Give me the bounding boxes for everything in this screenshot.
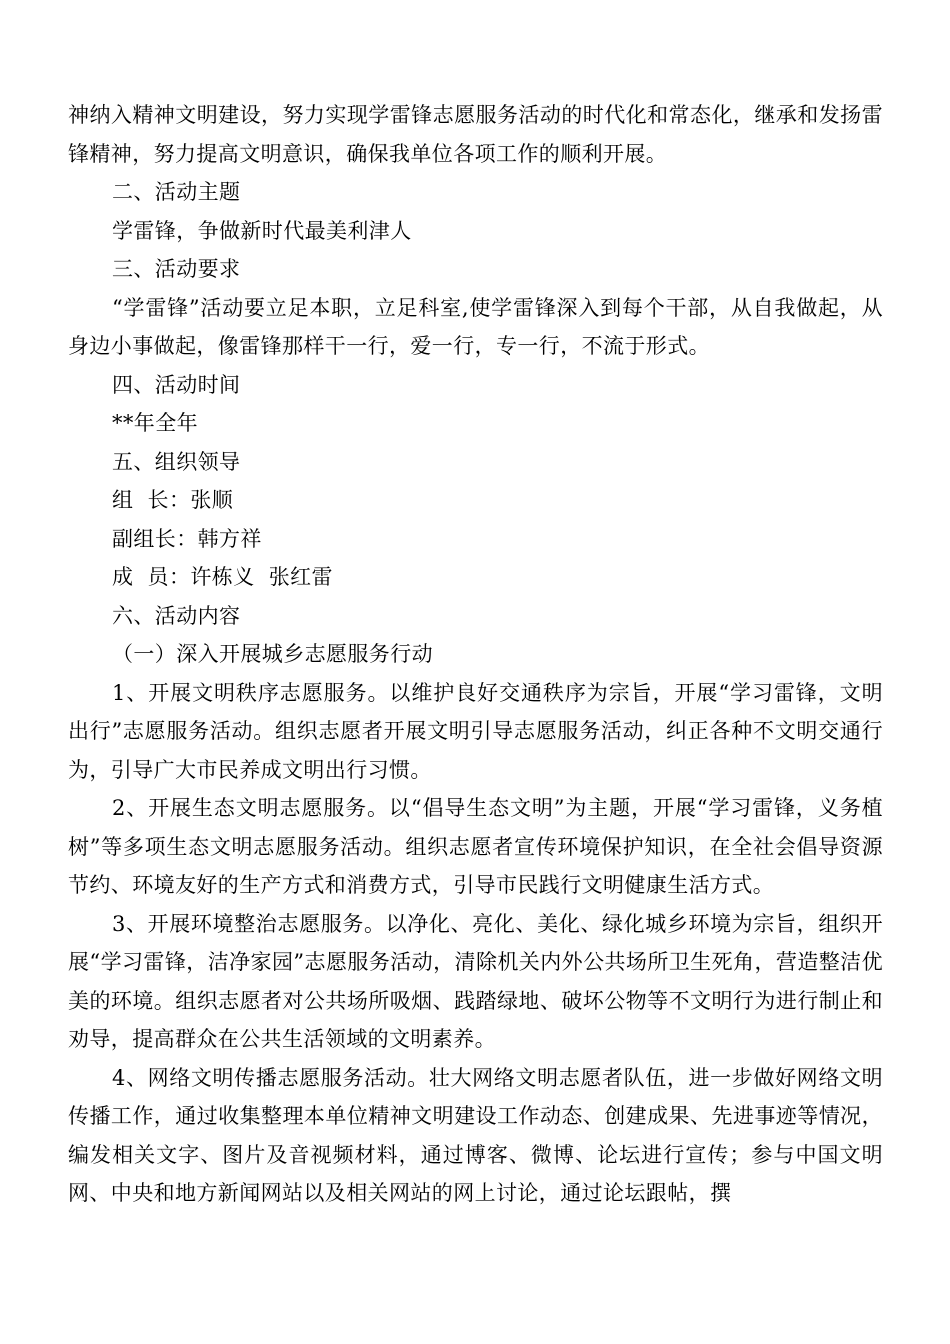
line-group-leader: 组 长：张顺 [112, 488, 234, 512]
line-deputy-leader: 副组长：韩方祥 [112, 526, 262, 551]
heading-activity-requirements: 三、活动要求 [112, 257, 241, 281]
paragraph-theme: 学雷锋，争做新时代最美利津人 [112, 218, 412, 243]
heading-activity-content: 六、活动内容 [112, 603, 241, 628]
paragraph-intro-continuation: 神纳入精神文明建设，努力实现学雷锋志愿服务活动的时代化和常态化，继承和发扬雷锋精神，努力提高文明意识，确保我单位各项工作的顺利开展。 [68, 103, 883, 166]
paragraph-requirements: “学雷锋”活动要立足本职，立足科室,使学雷锋深入到每个干部，从自我做起，从身边小事做起，像雷锋那样干一行，爱一行，专一行，不流于形式。 [68, 295, 883, 358]
paragraph-item-2: 2、开展生态文明志愿服务。以“倡导生态文明”为主题，开展“学习雷锋，义务植树”等多项生态文明志愿服务活动。组织志愿者宣传环境保护知识，在全社会倡导资源节约、环境友好的生产方式和消费方式，引导市民践行文明健康生活方式。 [68, 796, 883, 897]
paragraph-time: **年全年 [112, 411, 198, 435]
document-body [68, 96, 883, 1213]
paragraph-item-3: 3、开展环境整治志愿服务。以净化、亮化、美化、绿化城乡环境为宗旨，组织开展“学习雷锋，洁净家园”志愿服务活动，清除机关内外公共场所卫生死角，营造整洁优美的环境。组织志愿者对公共场所吸烟、践踏绿地、破坏公物等不文明行为进行制止和劝导，提高群众在公共生活领域的文明素养。 [68, 911, 883, 1051]
paragraph-item-4: 4、网络文明传播志愿服务活动。壮大网络文明志愿者队伍，进一步做好网络文明传播工作，通过收集整理本单位精神文明建设工作动态、创建成果、先进事迹等情况，编发相关文字、图片及音视频材料，通过博客、微博、论坛进行宣传；参与中国文明网、中央和地方新闻网站以及相关网站的网上讨论，通过论坛跟帖，撰 [68, 1065, 883, 1205]
heading-organization: 五、组织领导 [112, 449, 241, 474]
heading-activity-theme: 二、活动主题 [112, 180, 241, 204]
paragraph-item-1: 1、开展文明秩序志愿服务。以维护良好交通秩序为宗旨，开展“学习雷锋，文明出行”志愿服务活动。组织志愿者开展文明引导志愿服务活动，纠正各种不文明交通行为，引导广大市民养成文明出行习惯。 [68, 680, 883, 782]
line-members: 成 员：许栋义 张红雷 [112, 565, 333, 589]
subheading-volunteer-action: （一）深入开展城乡志愿服务行动 [112, 642, 433, 666]
heading-activity-time: 四、活动时间 [112, 372, 241, 397]
